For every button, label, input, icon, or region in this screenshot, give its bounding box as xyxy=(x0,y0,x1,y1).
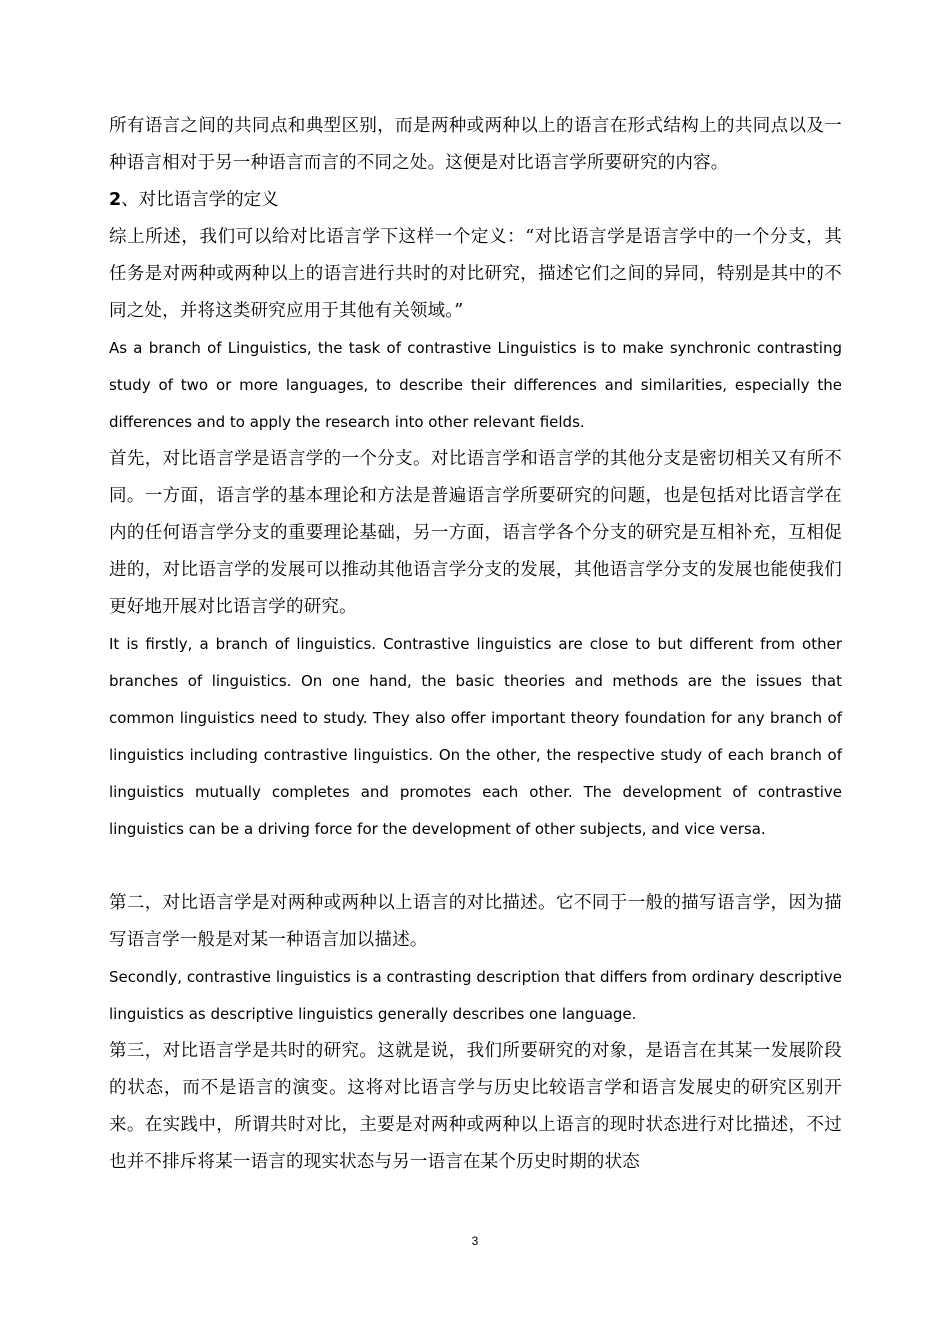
paragraph-en-3: It is firstly, a branch of linguistics. Contrastive linguistics are close to but different from other branches of linguistics. On one hand, the basic theories and methods are the issues that common linguistics need to study. They also offer important theory foundation for any branch of linguistics including contrastive linguistics. On the other, the respective study of each branch of linguistics mutually completes and promotes each other. The development of contrastive linguistics can be a driving force for the development of other subjects, and vice versa. xyxy=(109,635,842,838)
page-body xyxy=(109,108,842,1181)
section-heading xyxy=(109,182,842,219)
blank-line xyxy=(109,848,842,885)
paragraph-zh-5: 第三，对比语言学是共时的研究。这就是说，我们所要研究的对象，是语言在其某一发展阶段的状态，而不是语言的演变。这将对比语言学与历史比较语言学和语言发展史的研究区别开来。在实践中，所谓共时对比，主要是对两种或两种以上语言的现时状态进行对比描述，不过也并不排斥将某一语言的现实状态与另一语言在某个历史时期的状态 xyxy=(109,1041,842,1172)
paragraph-zh-2: 综上所述，我们可以给对比语言学下这样一个定义：“对比语言学是语言学中的一个分支，其任务是对两种或两种以上的语言进行共时的对比研究，描述它们之间的异同，特别是其中的不同之处，并将这类研究应用于其他有关领域。” xyxy=(109,227,842,321)
paragraph-en-2: As a branch of Linguistics, the task of contrastive Linguistics is to make synchronic contrasting study of two or more languages, to describe their differences and similarities, especially the differences and to apply the research into other relevant fields. xyxy=(109,339,842,431)
paragraph-zh-3: 首先，对比语言学是语言学的一个分支。对比语言学和语言学的其他分支是密切相关又有所不同。一方面，语言学的基本理论和方法是普遍语言学所要研究的问题，也是包括对比语言学在内的任何语言学分支的重要理论基础，另一方面，语言学各个分支的研究是互相补充，互相促进的，对比语言学的发展可以推动其他语言学分支的发展，其他语言学分支的发展也能使我们更好地开展对比语言学的研究。 xyxy=(109,449,842,617)
paragraph-en-4: Secondly, contrastive linguistics is a contrasting description that differs from ordinary descriptive linguistics as descriptive linguistics generally describes one language. xyxy=(109,968,842,1023)
paragraph-zh-4: 第二，对比语言学是对两种或两种以上语言的对比描述。它不同于一般的描写语言学，因为描写语言学一般是对某一种语言加以描述。 xyxy=(109,893,842,950)
section-heading-number: 2 xyxy=(109,190,122,210)
section-heading-text: 、对比语言学的定义 xyxy=(121,190,279,210)
paragraph-zh-1: 所有语言之间的共同点和典型区别，而是两种或两种以上的语言在形式结构上的共同点以及一种语言相对于另一种语言而言的不同之处。这便是对比语言学所要研究的内容。 xyxy=(109,116,842,173)
page-number: 3 xyxy=(471,1234,479,1248)
